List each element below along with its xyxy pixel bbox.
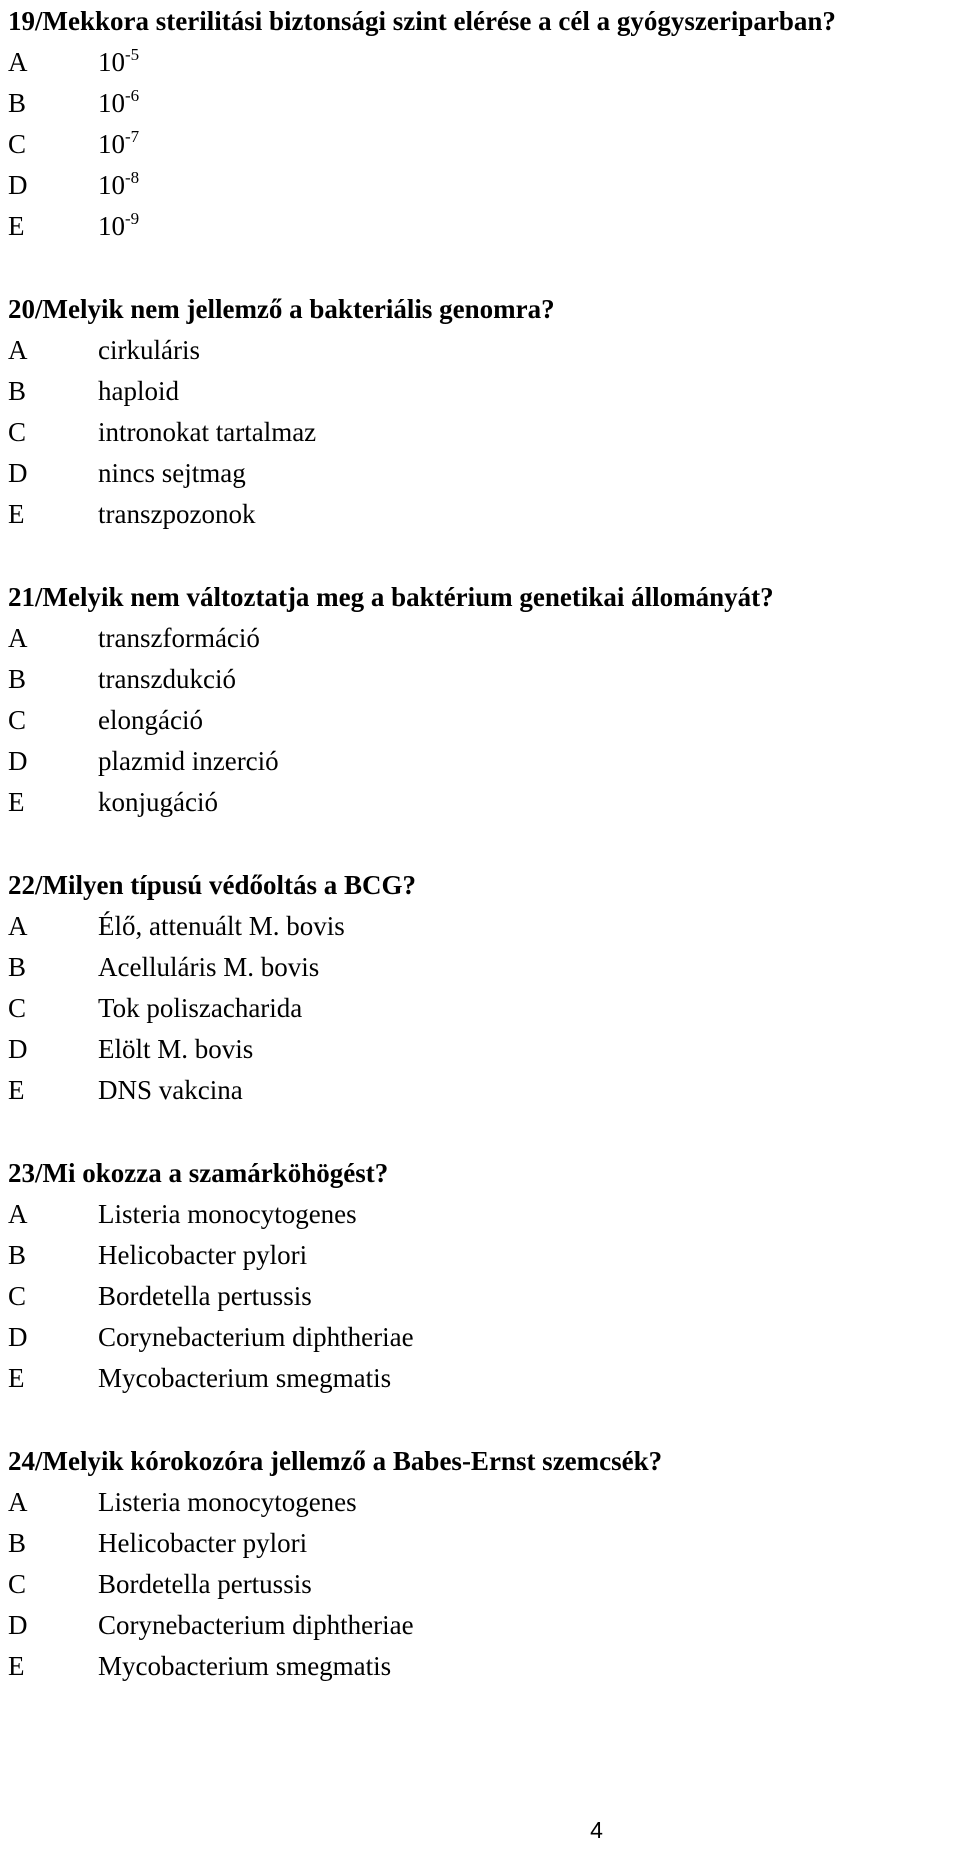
spacer bbox=[8, 823, 948, 864]
power-exponent: -7 bbox=[125, 127, 140, 146]
power-base: 10 bbox=[98, 47, 125, 77]
option-e bbox=[8, 494, 948, 535]
option-text: Bordetella pertussis bbox=[98, 1569, 312, 1599]
question-title: 19/Mekkora sterilitási biztonsági szint elérése a cél a gyógyszeriparban? bbox=[8, 6, 836, 36]
option-letter: D bbox=[8, 170, 28, 200]
power-exponent: -9 bbox=[125, 209, 140, 228]
option-e bbox=[8, 782, 948, 823]
option-letter: C bbox=[8, 1569, 27, 1599]
option-letter: E bbox=[8, 1651, 25, 1681]
option-letter: D bbox=[8, 1034, 28, 1064]
spacer bbox=[8, 1111, 948, 1152]
option-letter: D bbox=[8, 746, 28, 776]
option-d bbox=[8, 1317, 948, 1358]
option-text: elongáció bbox=[98, 705, 203, 735]
option-b bbox=[8, 1523, 948, 1564]
option-text: Corynebacterium diphtheriae bbox=[98, 1322, 414, 1352]
option-letter: B bbox=[8, 664, 27, 694]
option-text: transzpozonok bbox=[98, 499, 256, 529]
question-23 bbox=[8, 1152, 948, 1399]
question-21 bbox=[8, 576, 948, 823]
option-letter: A bbox=[8, 1487, 28, 1517]
option-text: Mycobacterium smegmatis bbox=[98, 1651, 392, 1681]
option-letter: B bbox=[8, 952, 27, 982]
spacer bbox=[8, 1399, 948, 1440]
option-text: Élő, attenuált M. bovis bbox=[98, 911, 345, 941]
option-letter: E bbox=[8, 211, 25, 241]
question-24 bbox=[8, 1440, 948, 1687]
exam-page bbox=[8, 0, 948, 1687]
option-letter: B bbox=[8, 88, 27, 118]
power-exponent: -5 bbox=[125, 45, 140, 64]
option-text bbox=[98, 206, 139, 247]
option-a bbox=[8, 1194, 948, 1235]
option-text: transzformáció bbox=[98, 623, 260, 653]
option-letter: A bbox=[8, 911, 28, 941]
option-text: Listeria monocytogenes bbox=[98, 1487, 357, 1517]
spacer bbox=[8, 247, 948, 288]
option-text bbox=[98, 83, 139, 124]
option-text: DNS vakcina bbox=[98, 1075, 243, 1105]
option-letter: D bbox=[8, 1610, 28, 1640]
power-exponent: -8 bbox=[125, 168, 140, 187]
option-c bbox=[8, 988, 948, 1029]
option-letter: A bbox=[8, 623, 28, 653]
question-title: 24/Melyik kórokozóra jellemző a Babes-Ernst szemcsék? bbox=[8, 1446, 663, 1476]
power-base: 10 bbox=[98, 129, 125, 159]
option-letter: D bbox=[8, 458, 28, 488]
option-letter: C bbox=[8, 705, 27, 735]
option-letter: C bbox=[8, 993, 27, 1023]
option-text: transzdukció bbox=[98, 664, 236, 694]
option-c bbox=[8, 1564, 948, 1605]
option-letter: B bbox=[8, 376, 27, 406]
option-text: plazmid inzerció bbox=[98, 746, 279, 776]
option-letter: C bbox=[8, 417, 27, 447]
option-e bbox=[8, 1358, 948, 1399]
option-text: Bordetella pertussis bbox=[98, 1281, 312, 1311]
option-letter: A bbox=[8, 47, 28, 77]
page-number: 4 bbox=[590, 1817, 603, 1843]
power-base: 10 bbox=[98, 170, 125, 200]
option-a bbox=[8, 42, 948, 83]
option-text: Acelluláris M. bovis bbox=[98, 952, 320, 982]
option-letter: B bbox=[8, 1240, 27, 1270]
option-a bbox=[8, 330, 948, 371]
option-c bbox=[8, 124, 948, 165]
option-b bbox=[8, 1235, 948, 1276]
option-d bbox=[8, 453, 948, 494]
option-text: Corynebacterium diphtheriae bbox=[98, 1610, 414, 1640]
power-exponent: -6 bbox=[125, 86, 140, 105]
option-d bbox=[8, 741, 948, 782]
option-text: Mycobacterium smegmatis bbox=[98, 1363, 392, 1393]
option-letter: C bbox=[8, 129, 27, 159]
option-text: nincs sejtmag bbox=[98, 458, 246, 488]
spacer bbox=[8, 535, 948, 576]
option-e bbox=[8, 206, 948, 247]
option-text: Tok poliszacharida bbox=[98, 993, 303, 1023]
option-letter: E bbox=[8, 787, 25, 817]
option-text bbox=[98, 42, 139, 83]
option-letter: D bbox=[8, 1322, 28, 1352]
option-letter: A bbox=[8, 1199, 28, 1229]
option-text: Helicobacter pylori bbox=[98, 1240, 308, 1270]
option-a bbox=[8, 1482, 948, 1523]
option-b bbox=[8, 947, 948, 988]
option-text: Helicobacter pylori bbox=[98, 1528, 308, 1558]
option-b bbox=[8, 659, 948, 700]
question-19 bbox=[8, 0, 948, 247]
option-text: Listeria monocytogenes bbox=[98, 1199, 357, 1229]
question-title: 20/Melyik nem jellemző a bakteriális genomra? bbox=[8, 294, 555, 324]
option-text: haploid bbox=[98, 376, 179, 406]
question-title: 22/Milyen típusú védőoltás a BCG? bbox=[8, 870, 417, 900]
option-letter: A bbox=[8, 335, 28, 365]
option-c bbox=[8, 1276, 948, 1317]
option-text bbox=[98, 165, 139, 206]
option-b bbox=[8, 371, 948, 412]
option-d bbox=[8, 165, 948, 206]
question-title: 21/Melyik nem változtatja meg a baktérium genetikai állományát? bbox=[8, 582, 774, 612]
power-base: 10 bbox=[98, 88, 125, 118]
option-a bbox=[8, 906, 948, 947]
option-letter: E bbox=[8, 499, 25, 529]
option-letter: E bbox=[8, 1363, 25, 1393]
option-text: intronokat tartalmaz bbox=[98, 417, 317, 447]
power-base: 10 bbox=[98, 211, 125, 241]
question-20 bbox=[8, 288, 948, 535]
option-c bbox=[8, 412, 948, 453]
option-letter: E bbox=[8, 1075, 25, 1105]
option-text: konjugáció bbox=[98, 787, 218, 817]
option-text: Elölt M. bovis bbox=[98, 1034, 254, 1064]
option-d bbox=[8, 1029, 948, 1070]
option-letter: C bbox=[8, 1281, 27, 1311]
option-text: cirkuláris bbox=[98, 335, 200, 365]
option-b bbox=[8, 83, 948, 124]
option-text bbox=[98, 124, 139, 165]
question-22 bbox=[8, 864, 948, 1111]
option-d bbox=[8, 1605, 948, 1646]
option-c bbox=[8, 700, 948, 741]
option-letter: B bbox=[8, 1528, 27, 1558]
option-e bbox=[8, 1070, 948, 1111]
option-e bbox=[8, 1646, 948, 1687]
question-title: 23/Mi okozza a szamárköhögést? bbox=[8, 1158, 389, 1188]
option-a bbox=[8, 618, 948, 659]
